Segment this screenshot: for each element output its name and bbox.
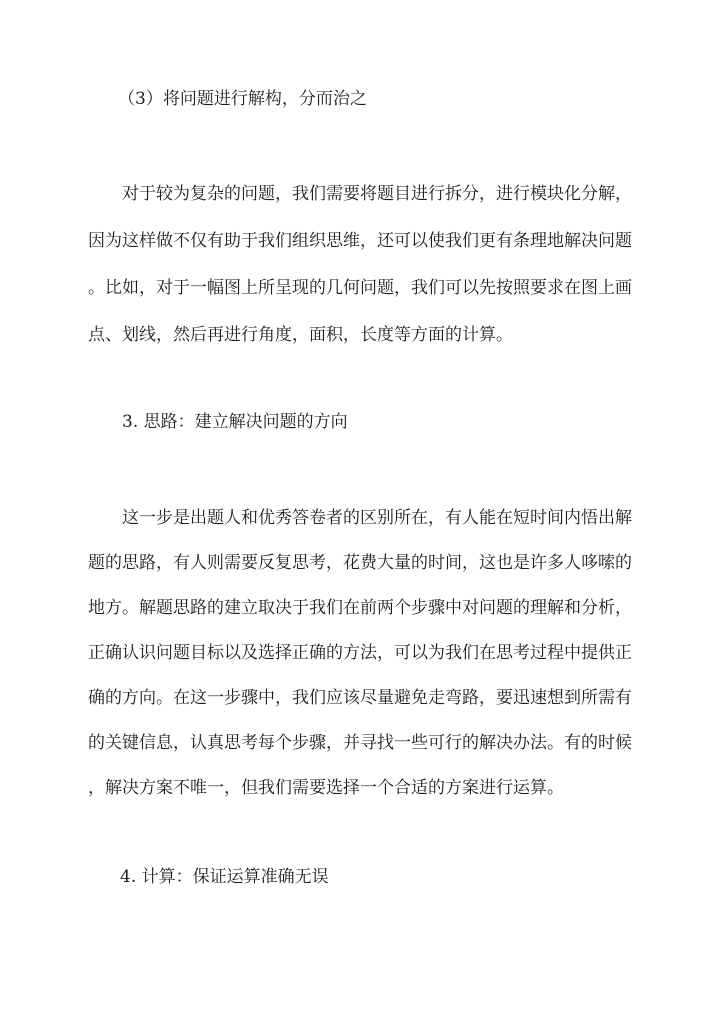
paragraph-line: 地方。解题思路的建立取决于我们在前两个步骤中对问题的理解和分析， xyxy=(88,598,632,618)
paragraph-line: 。比如，对于一幅图上所呈现的几何问题，我们可以先按照要求在图上画 xyxy=(88,278,632,298)
paragraph-line: 的关键信息，认真思考每个步骤，并寻找一些可行的解决办法。有的时候 xyxy=(88,733,632,753)
paragraph-line: 对于较为复杂的问题，我们需要将题目进行拆分，进行模块化分解， xyxy=(122,184,632,204)
section-heading-approach: 3. 思路：建立解决问题的方向 xyxy=(122,412,348,432)
paragraph-line: 题的思路，有人则需要反复思考，花费大量的时间，这也是许多人哆嗦的 xyxy=(88,553,632,573)
paragraph-line: ，解决方案不唯一，但我们需要选择一个合适的方案进行运算。 xyxy=(88,778,564,798)
section-heading-calculation: 4. 计算：保证运算准确无误 xyxy=(120,867,329,887)
paragraph-line: 正确认识问题目标以及选择正确的方法，可以为我们在思考过程中提供正 xyxy=(88,643,632,663)
paragraph-line: 确的方向。在这一步骤中，我们应该尽量避免走弯路，要迅速想到所需有 xyxy=(88,688,632,708)
paragraph-line: 这一步是出题人和优秀答卷者的区别所在，有人能在短时间内悟出解 xyxy=(122,508,632,528)
paragraph-line: 点、划线，然后再进行角度，面积，长度等方面的计算。 xyxy=(88,325,513,345)
section-heading-3-deconstruct: （3）将问题进行解构，分而治之 xyxy=(118,89,367,109)
paragraph-line: 因为这样做不仅有助于我们组织思维，还可以使我们更有条理地解决问题 xyxy=(88,231,632,251)
